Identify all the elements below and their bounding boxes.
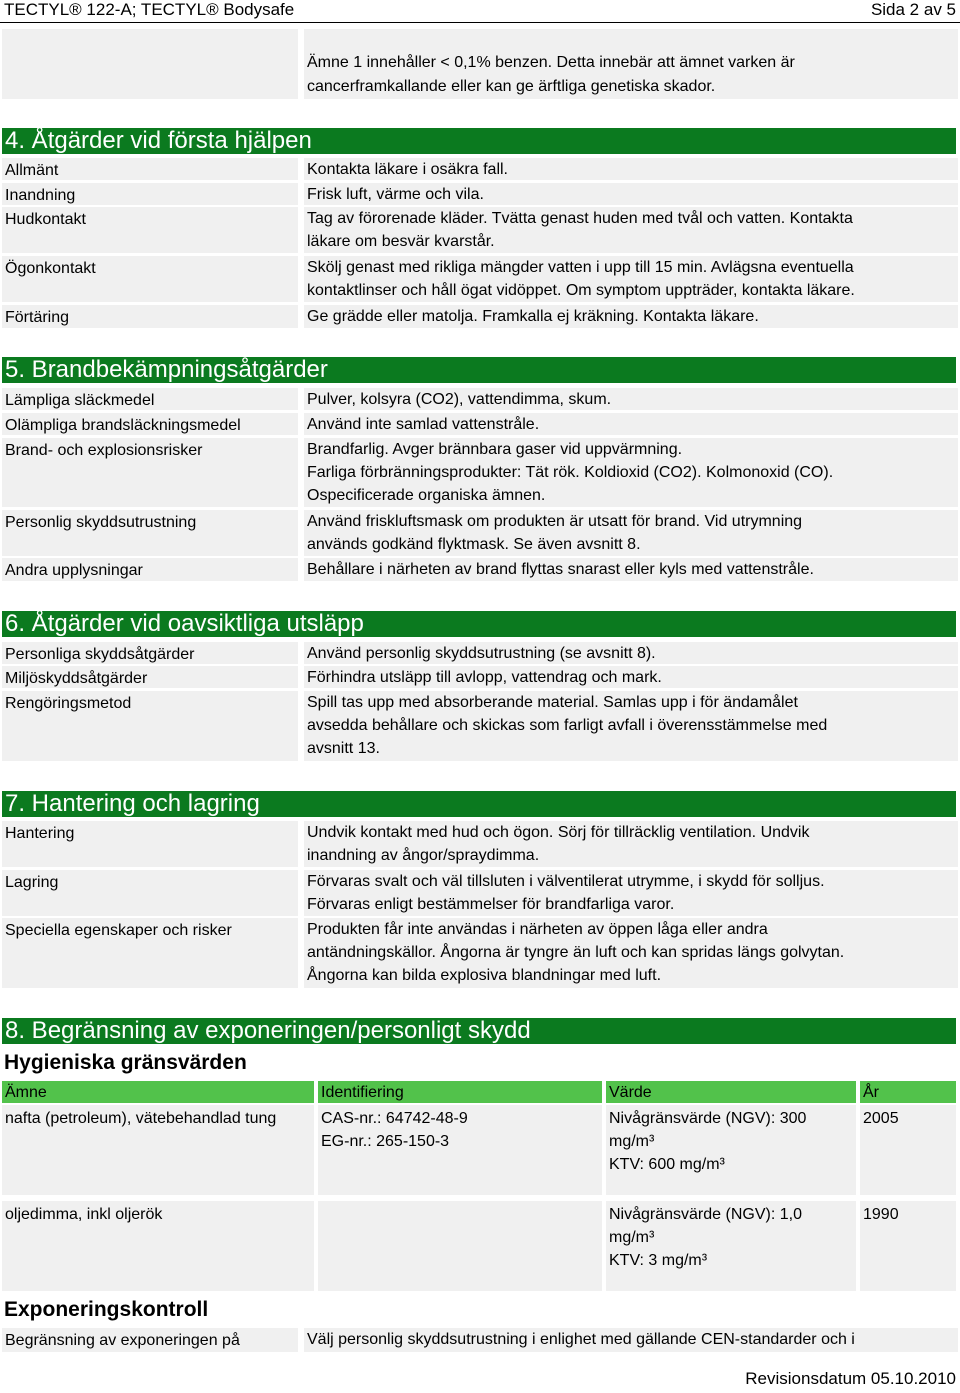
col-year: År bbox=[860, 1081, 956, 1103]
revision-date: Revisionsdatum 05.10.2010 bbox=[745, 1369, 956, 1388]
s5-row-other: Andra upplysningar Behållare i närheten av brand flyttas snarast eller kyls med vattenstråle. bbox=[0, 558, 960, 581]
limits-table-header bbox=[0, 1081, 960, 1103]
page-number: Sida 2 av 5 bbox=[870, 0, 956, 19]
s6-row-personal: Personliga skyddsåtgärder Använd personlig skyddsutrustning (se avsnitt 8). bbox=[0, 642, 960, 664]
s5-row-ppe: Personlig skyddsutrustning Använd friskluftsmask om produkten är utsatt för brand. Vid utrymning används godkänd flyktmask. Se även avsnitt 8. bbox=[0, 510, 960, 556]
document-title: TECTYL® 122-A; TECTYL® Bodysafe bbox=[4, 0, 295, 19]
s6-row-environment: Miljöskyddsåtgärder Förhindra utsläpp till avlopp, vattendrag och mark. bbox=[0, 666, 960, 688]
s4-row-general: Allmänt Kontakta läkare i osäkra fall. bbox=[0, 158, 960, 180]
subheading-limit-values: Hygieniska gränsvärden bbox=[4, 1051, 247, 1074]
s7-row-special: Speciella egenskaper och risker Produkten får inte användas i närheten av öppen låga eller andra antändningskällor. Ångorna är tyngre än luft och kan spridas längs golvytan. Ångorna kan bilda explosiva blandningar med luft. bbox=[0, 918, 960, 988]
s7-row-handling: Hantering Undvik kontakt med hud och ögon. Sörj för tillräcklig ventilation. Undvik inandning av ångor/spraydimma. bbox=[0, 821, 960, 867]
intro-line-1: Ämne 1 innehåller < 0,1% benzen. Detta innebär att ämnet varken är bbox=[307, 54, 795, 71]
s4-row-eye: Ögonkontakt Skölj genast med rikliga mängder vatten i upp till 15 min. Avlägsna eventuella kontaktlinser och håll ögat vidöppet. Om symptom uppträder, kontakta läkare. bbox=[0, 256, 960, 302]
s4-row-skin: Hudkontakt Tag av förorenade kläder. Tvätta genast huden med tvål och vatten. Kontakta läkare om besvär kvarstår. bbox=[0, 207, 960, 253]
intro-line-2: cancerframkallande eller kan ge ärftliga genetiska skador. bbox=[307, 78, 716, 95]
col-identification: Identifiering bbox=[318, 1081, 602, 1103]
section-heading-5: 5. Brandbekämpningsåtgärder bbox=[2, 357, 956, 383]
s6-row-cleaning: Rengöringsmetod Spill tas upp med absorberande material. Samlas upp i för ändamålet avsedda behållare och skickas som farligt avfall i överensstämmelse med avsnitt 13. bbox=[0, 691, 960, 761]
s5-row-extinguishing: Lämpliga släckmedel Pulver, kolsyra (CO2), vattendimma, skum. bbox=[0, 388, 960, 410]
exposure-row: Begränsning av exponeringen på Välj personlig skyddsutrustning i enlighet med gällande CEN-standarder och i bbox=[0, 1328, 960, 1352]
s5-row-unsuitable: Olämpliga brandsläckningsmedel Använd inte samlad vattenstråle. bbox=[0, 413, 960, 435]
table-row: oljedimma, inkl oljerök Nivågränsvärde (NGV): 1,0 mg/m³ KTV: 3 mg/m³ 1990 bbox=[0, 1201, 960, 1291]
col-substance: Ämne bbox=[2, 1081, 314, 1103]
table-row: nafta (petroleum), vätebehandlad tung CAS-nr.: 64742-48-9 EG-nr.: 265-150-3 Nivågränsvärde (NGV): 300 mg/m³ KTV: 600 mg/m³ 2005 bbox=[0, 1105, 960, 1195]
cell-substance: oljedimma, inkl oljerök bbox=[5, 1206, 163, 1223]
section-heading-7: 7. Hantering och lagring bbox=[2, 791, 956, 817]
cell-substance: nafta (petroleum), vätebehandlad tung bbox=[5, 1110, 277, 1127]
cell-eg: EG-nr.: 265-150-3 bbox=[321, 1133, 450, 1150]
page-header bbox=[0, 0, 960, 23]
section-heading-8: 8. Begränsning av exponeringen/personligt skydd bbox=[2, 1018, 956, 1044]
cell-year: 1990 bbox=[863, 1206, 899, 1223]
s7-row-storage: Lagring Förvaras svalt och väl tillsluten i välventilerat utrymme, i skydd för solljus. Förvaras enligt bestämmelser för brandfarliga varor. bbox=[0, 870, 960, 916]
section-heading-4: 4. Åtgärder vid första hjälpen bbox=[2, 128, 956, 154]
s4-row-ingestion: Förtäring Ge grädde eller matolja. Framkalla ej kräkning. Kontakta läkare. bbox=[0, 305, 960, 328]
s4-row-inhalation: Inandning Frisk luft, värme och vila. bbox=[0, 183, 960, 205]
subheading-exposure-control: Exponeringskontroll bbox=[4, 1298, 209, 1321]
cell-year: 2005 bbox=[863, 1110, 899, 1127]
section-heading-6: 6. Åtgärder vid oavsiktliga utsläpp bbox=[2, 611, 956, 637]
intro-row bbox=[0, 29, 960, 99]
cell-cas: CAS-nr.: 64742-48-9 bbox=[321, 1110, 468, 1127]
col-value: Värde bbox=[606, 1081, 856, 1103]
s5-row-fire-risks: Brand- och explosionsrisker Brandfarlig. Avger brännbara gaser vid uppvärmning. Farliga förbränningsprodukter: Tät rök. Koldioxid (CO2). Kolmonoxid (CO). Ospecificerade organiska ämnen. bbox=[0, 438, 960, 507]
